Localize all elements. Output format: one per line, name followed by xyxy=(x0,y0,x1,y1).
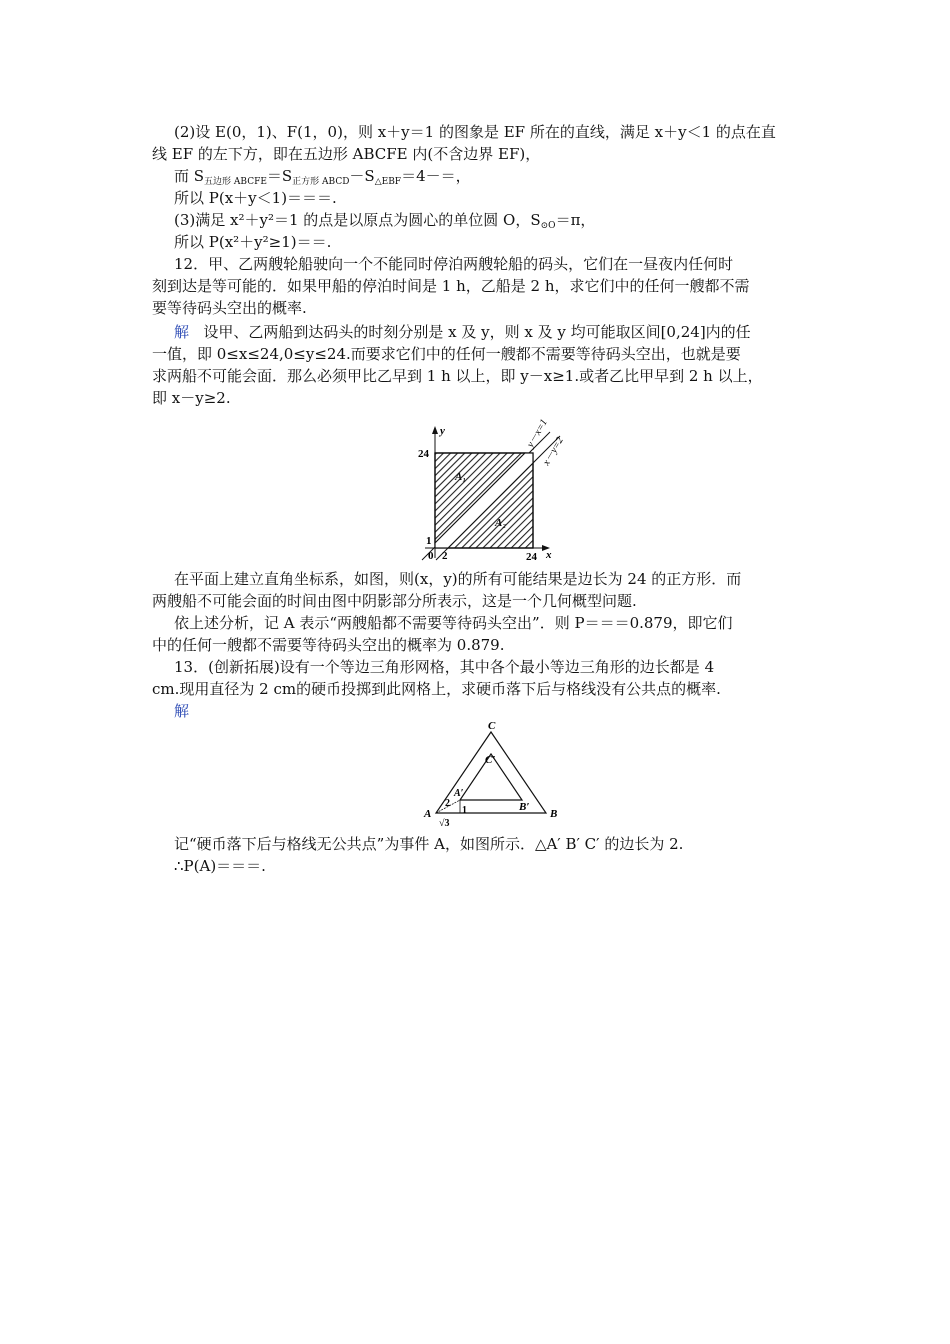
tick-1: 1 xyxy=(426,535,432,547)
tick-24-x: 24 xyxy=(526,551,537,563)
region-a2-label: A₂ xyxy=(495,517,507,529)
outer-triangle xyxy=(436,732,546,813)
x-axis-label: x xyxy=(546,549,552,561)
label-b-prime: B′ xyxy=(519,801,530,813)
label-one: 1 xyxy=(462,805,467,816)
y-axis-label: y xyxy=(440,425,445,437)
label-sqrt3: √3 xyxy=(439,818,450,829)
solution-label: 解 xyxy=(174,323,190,341)
q12-line3: 要等待码头空出的概率. xyxy=(152,299,307,317)
line2-label: x－y=2 xyxy=(541,435,566,468)
sol12-line2: 一值，即 0≤x≤24,0≤y≤24.而要求它们中的任何一艘都不需要等待码头空出，也就是要 xyxy=(152,345,741,363)
s11-text-b: ＝S xyxy=(266,167,293,185)
sol12-line6: 两艘船不可能会面的时间由图中阴影部分所表示，这是一个几何概型问题. xyxy=(152,592,637,610)
sol12-line8: 中的任何一艘都不需要等待码头空出的概率为 0.879. xyxy=(152,636,505,654)
label-a-prime: A′ xyxy=(454,788,464,799)
label-c-prime: C′ xyxy=(485,754,496,766)
sol12-text1: 设甲、乙两船到达码头的时刻分别是 x 及 y，则 x 及 y 均可能取区间[0,24]内的任 xyxy=(203,323,751,341)
s11-line6: 所以 P(x²＋y²≥1)＝＝. xyxy=(174,233,332,251)
s11-l5-a: (3)满足 x²＋y²＝1 的点是以原点为圆心的单位圆 O，S xyxy=(174,211,541,229)
figure-square-diagram xyxy=(410,408,580,568)
y-axis-arrow xyxy=(432,426,438,434)
s11-line4: 所以 P(x＋y＜1)＝＝＝. xyxy=(174,189,337,207)
s11-line2: 线 EF 的左下方，即在五边形 ABCFE 内(不含边界 EF)， xyxy=(152,145,541,163)
s11-text-c: －S xyxy=(349,167,375,185)
q12-line1: 12．甲、乙两艘轮船驶向一个不能同时停泊两艘轮船的码头，它们在一昼夜内任何时 xyxy=(174,255,734,273)
sol12-line1 xyxy=(174,321,814,343)
line1-label: y－x=1 xyxy=(525,417,550,450)
s11-l5-b: ＝π， xyxy=(555,211,596,229)
q13-line1: 13．(创新拓展)设有一个等边三角形网格，其中各个最小等边三角形的边长都是 4 xyxy=(174,658,715,676)
s11-text-a: 而 S xyxy=(174,167,205,185)
tick-2: 2 xyxy=(442,550,448,562)
label-c: C xyxy=(488,720,496,732)
s11-sub3: △EBF xyxy=(374,177,402,187)
s11-sub1: 五边形 ABCFE xyxy=(204,177,267,187)
q13-line2: cm.现用直径为 2 cm的硬币投掷到此网格上，求硬币落下后与格线没有公共点的概率. xyxy=(152,680,721,698)
q12-line2: 刻到达是等可能的．如果甲船的停泊时间是 1 h，乙船是 2 h，求它们中的任何一艘都不需 xyxy=(152,277,750,295)
s11-text-d: ＝4－＝， xyxy=(401,167,471,185)
s11-line1: (2)设 E(0，1)、F(1，0)，则 x＋y＝1 的图象是 EF 所在的直线，满足 x＋y＜1 的点在直 xyxy=(174,123,776,141)
sol13-line1: 记“硬币落下后与格线无公共点”为事件 A，如图所示．△A′ B′ C′ 的边长为 2. xyxy=(174,835,684,853)
label-b: B xyxy=(550,808,558,820)
sol12-line7: 依上述分析，记 A 表示“两艘船都不需要等待码头空出”．则 P＝＝＝0.879，即它们 xyxy=(174,614,733,632)
s11-l5-sub: ⊙O xyxy=(540,221,556,231)
tick-24-y: 24 xyxy=(418,448,429,460)
sol12-line5: 在平面上建立直角坐标系，如图，则(x，y)的所有可能结果是边长为 24 的正方形．而 xyxy=(174,570,742,588)
sol12-line3: 求两船不可能会面．那么必须甲比乙早到 1 h 以上，即 y－x≥1.或者乙比甲早到 2 h 以上， xyxy=(152,367,763,385)
sol13-line2: ∴P(A)＝＝＝. xyxy=(174,857,266,875)
solution-label-13: 解 xyxy=(174,702,190,720)
s11-sub2: 正方形 ABCD xyxy=(292,177,350,187)
region-a1-label: A₁ xyxy=(455,471,467,483)
label-two: 2 xyxy=(445,798,450,809)
sol12-line4: 即 x－y≥2. xyxy=(152,389,231,407)
label-a: A xyxy=(424,808,432,820)
tick-0: 0 xyxy=(428,550,434,562)
figure-triangle-diagram xyxy=(418,718,568,830)
